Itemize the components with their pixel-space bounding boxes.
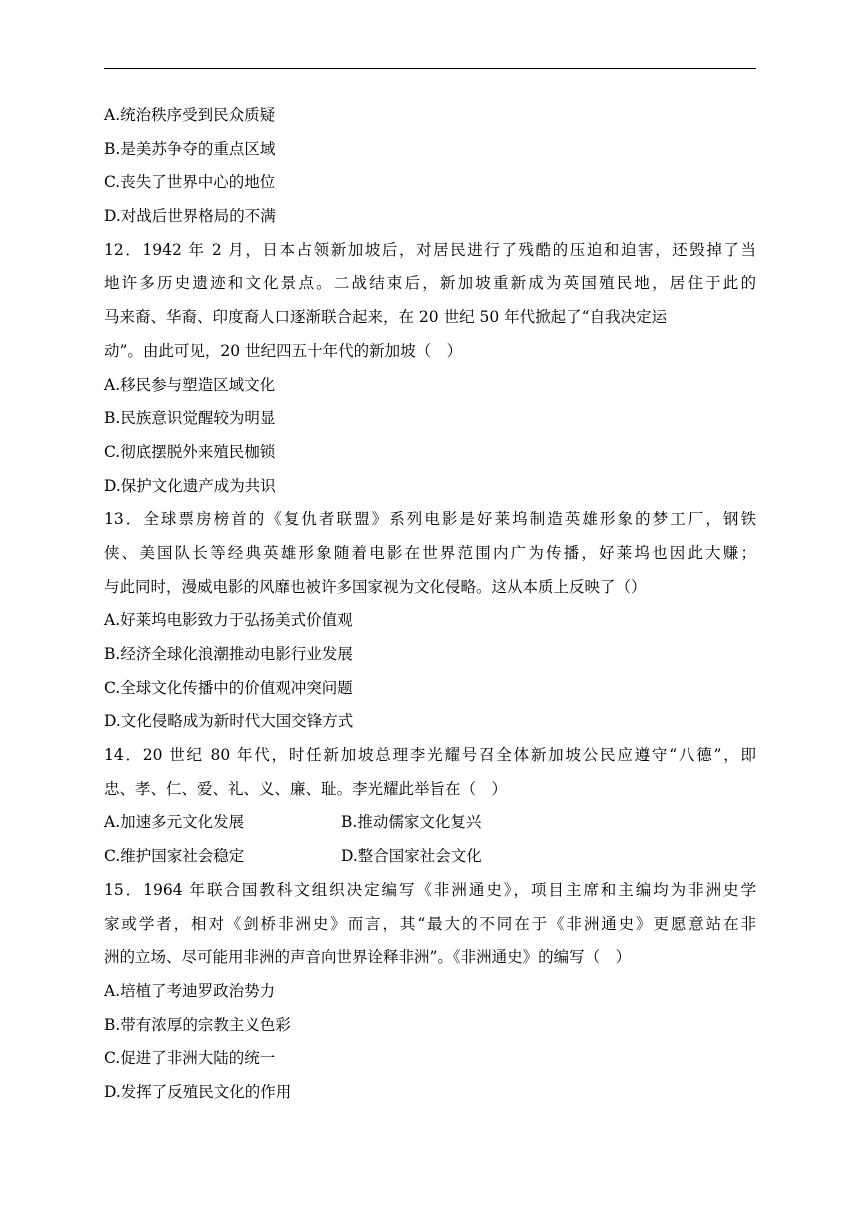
question-14 (104, 739, 756, 874)
question-13 (104, 503, 756, 739)
question-15 (104, 874, 756, 1110)
question-stem-line: 13．全球票房榜首的《复仇者联盟》系列电影是好莱坞制造英雄形象的梦工厂，钢铁 (104, 510, 756, 529)
option-c: C.维护国家社会稳定 (104, 847, 245, 866)
question-stem-line: 动”。由此可见，20 世纪四五十年代的新加坡（ ） (104, 341, 463, 360)
question-stem-line: 12．1942 年 2 月，日本占领新加坡后，对居民进行了残酷的压迫和迫害，还毁掉了当 (104, 240, 756, 259)
question-stem-line: 与此同时，漫威电影的风靡也被许多国家视为文化侵略。这从本质上反映了（） (104, 577, 647, 596)
option-c: C.促进了非洲大陆的统一 (104, 1049, 276, 1068)
header-rule (104, 68, 756, 69)
option-d: D.整合国家社会文化 (341, 847, 482, 866)
question-stem-line: 忠、孝、仁、爱、礼、义、廉、耻。李光耀此举旨在（ ） (104, 779, 508, 798)
option-a: A.好莱坞电影致力于弘扬美式价值观 (104, 611, 353, 630)
option-b: B.经济全球化浪潮推动电影行业发展 (104, 645, 353, 663)
option-c: C.全球文化传播中的价值观冲突问题 (104, 678, 353, 697)
question-12 (104, 234, 756, 504)
question-stem-line: 马来裔、华裔、印度裔人口逐渐联合起来，在 20 世纪 50 年代掀起了“自我决定运 (104, 308, 668, 327)
option-b: B.带有浓厚的宗教主义色彩 (104, 1015, 291, 1034)
option-a: A.统治秩序受到民众质疑 (104, 106, 276, 124)
question-stem-line: 洲的立场、尽可能用非洲的声音向世界诠释非洲”。《非洲通史》的编写（ ） (104, 948, 632, 967)
options-row (104, 840, 756, 874)
exam-content (104, 99, 756, 1110)
option-b: B.推动儒家文化复兴 (341, 813, 482, 832)
option-c: C.彻底摆脱外来殖民枷锁 (104, 442, 276, 461)
option-d: D.发挥了反殖民文化的作用 (104, 1082, 292, 1101)
question-stem-line: 14．20 世纪 80 年代，时任新加坡总理李光耀号召全体新加坡公民应遵守“八德”，即 (104, 746, 756, 765)
option-c: C.丧失了世界中心的地位 (104, 173, 276, 192)
option-d: D.文化侵略成为新时代大国交锋方式 (104, 712, 354, 731)
option-a: A.加速多元文化发展 (104, 813, 245, 832)
option-d: D.对战后世界格局的不满 (104, 207, 276, 226)
options-row (104, 806, 756, 840)
option-a: A.培植了考迪罗政治势力 (104, 981, 276, 1000)
option-a: A.移民参与塑造区域文化 (104, 375, 276, 394)
option-d: D.保护文化遗产成为共识 (104, 476, 276, 495)
question-stem-line: 家或学者，相对《剑桥非洲史》而言，其“最大的不同在于《非洲通史》更愿意站在非 (104, 914, 756, 933)
question-stem-line: 侠、美国队长等经典英雄形象随着电影在世界范围内广为传播，好莱坞也因此大赚； (104, 543, 756, 562)
question-stem-line: 15．1964 年联合国教科文组织决定编写《非洲通史》，项目主席和主编均为非洲史学 (104, 880, 756, 899)
question-11-options (104, 99, 756, 234)
question-stem-line: 地许多历史遗迹和文化景点。二战结束后，新加坡重新成为英国殖民地，居住于此的 (104, 274, 756, 293)
option-b: B.民族意识觉醒较为明显 (104, 409, 276, 428)
option-b: B.是美苏争夺的重点区域 (104, 139, 276, 158)
